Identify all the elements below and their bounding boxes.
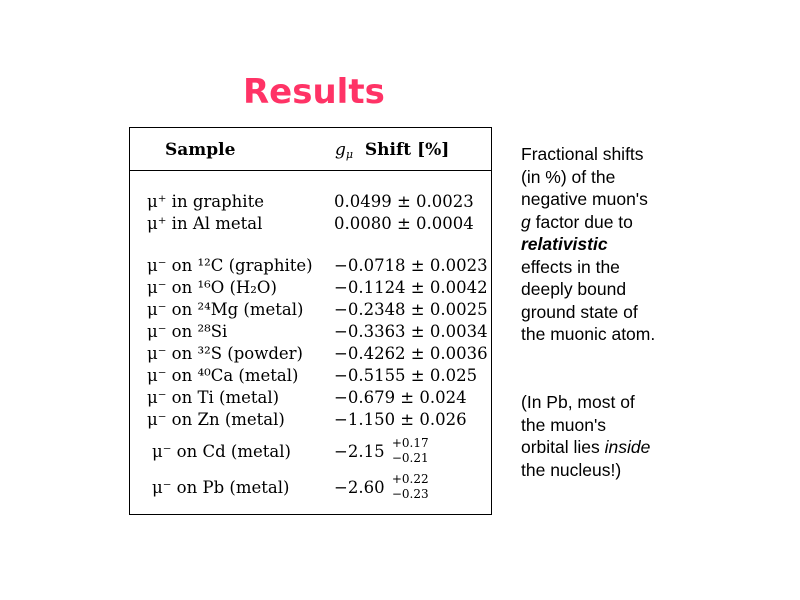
g-symbol: g <box>521 211 531 232</box>
shift-central-value: −2.15 <box>334 442 385 461</box>
relativistic-emphasis: relativistic <box>521 234 608 254</box>
sample-cell: μ⁻ on Ti (metal) <box>147 388 280 407</box>
asymmetric-error <box>390 436 440 465</box>
shift-value: 0.0499 ± 0.0023 <box>334 192 474 211</box>
error-upper: +0.17 <box>391 436 429 450</box>
explanation-line: ground state of <box>521 301 638 322</box>
shift-value: 0.0080 ± 0.0004 <box>334 214 474 233</box>
explanation-line: effects in the <box>521 256 620 277</box>
sample-cell: μ⁻ on ²⁸Si <box>147 322 228 341</box>
explanation-text <box>521 143 691 346</box>
sample-cell: μ⁺ in graphite <box>147 192 264 211</box>
error-lower: −0.23 <box>391 487 429 501</box>
error-upper: +0.22 <box>391 472 429 486</box>
shift-value <box>334 436 440 465</box>
sample-cell: μ⁺ in Al metal <box>147 214 263 233</box>
header-shift <box>335 140 449 161</box>
results-table <box>129 127 492 515</box>
shift-value: −0.3363 ± 0.0034 <box>334 322 488 341</box>
sample-cell: μ⁻ on ⁴⁰Ca (metal) <box>147 366 299 385</box>
sample-cell: μ⁻ on Zn (metal) <box>147 410 285 429</box>
explanation-line: the muonic atom. <box>521 324 656 344</box>
header-shift-label: Shift [%] <box>364 140 450 160</box>
sample-cell: μ⁻ on Pb (metal) <box>152 478 290 497</box>
shift-value: −0.4262 ± 0.0036 <box>334 344 488 363</box>
explanation-line: deeply bound <box>521 279 627 299</box>
note-fragment: orbital lies <box>521 437 605 457</box>
note-line <box>521 436 691 459</box>
shift-value: −0.1124 ± 0.0042 <box>334 278 488 297</box>
asymmetric-error <box>390 472 440 501</box>
sample-cell: μ⁻ on ²⁴Mg (metal) <box>147 300 304 319</box>
sample-cell: μ⁻ on ¹²C (graphite) <box>147 256 313 275</box>
explanation-line: Fractional shifts <box>521 144 644 164</box>
sample-cell: μ⁻ on Cd (metal) <box>152 442 291 461</box>
header-rule <box>130 170 491 171</box>
shift-value: −0.5155 ± 0.025 <box>334 366 478 385</box>
explanation-fragment: factor due to <box>530 211 633 232</box>
explanation-line <box>521 211 691 234</box>
note-line: (In Pb, most of <box>521 392 635 412</box>
sample-cell: μ⁻ on ¹⁶O (H₂O) <box>147 278 277 297</box>
page-title: Results <box>243 72 385 112</box>
inside-emphasis: inside <box>604 437 651 457</box>
shift-value: −1.150 ± 0.026 <box>334 410 467 429</box>
note-line: the muon's <box>521 414 607 435</box>
explanation-line: negative muon's <box>521 189 648 209</box>
note-text <box>521 391 691 481</box>
header-sample: Sample <box>165 140 236 160</box>
note-line: the nucleus!) <box>521 459 622 480</box>
explanation-line: (in %) of the <box>521 166 616 187</box>
shift-value: −0.0718 ± 0.0023 <box>334 256 488 275</box>
header-mu-subscript: μ <box>345 148 354 161</box>
shift-value <box>334 472 440 501</box>
shift-value: −0.679 ± 0.024 <box>334 388 467 407</box>
header-g-symbol: g <box>335 140 346 160</box>
shift-central-value: −2.60 <box>334 478 385 497</box>
sample-cell: μ⁻ on ³²S (powder) <box>147 344 303 363</box>
explanation-line-emphasis <box>521 233 691 256</box>
shift-value: −0.2348 ± 0.0025 <box>334 300 488 319</box>
error-lower: −0.21 <box>391 451 429 465</box>
